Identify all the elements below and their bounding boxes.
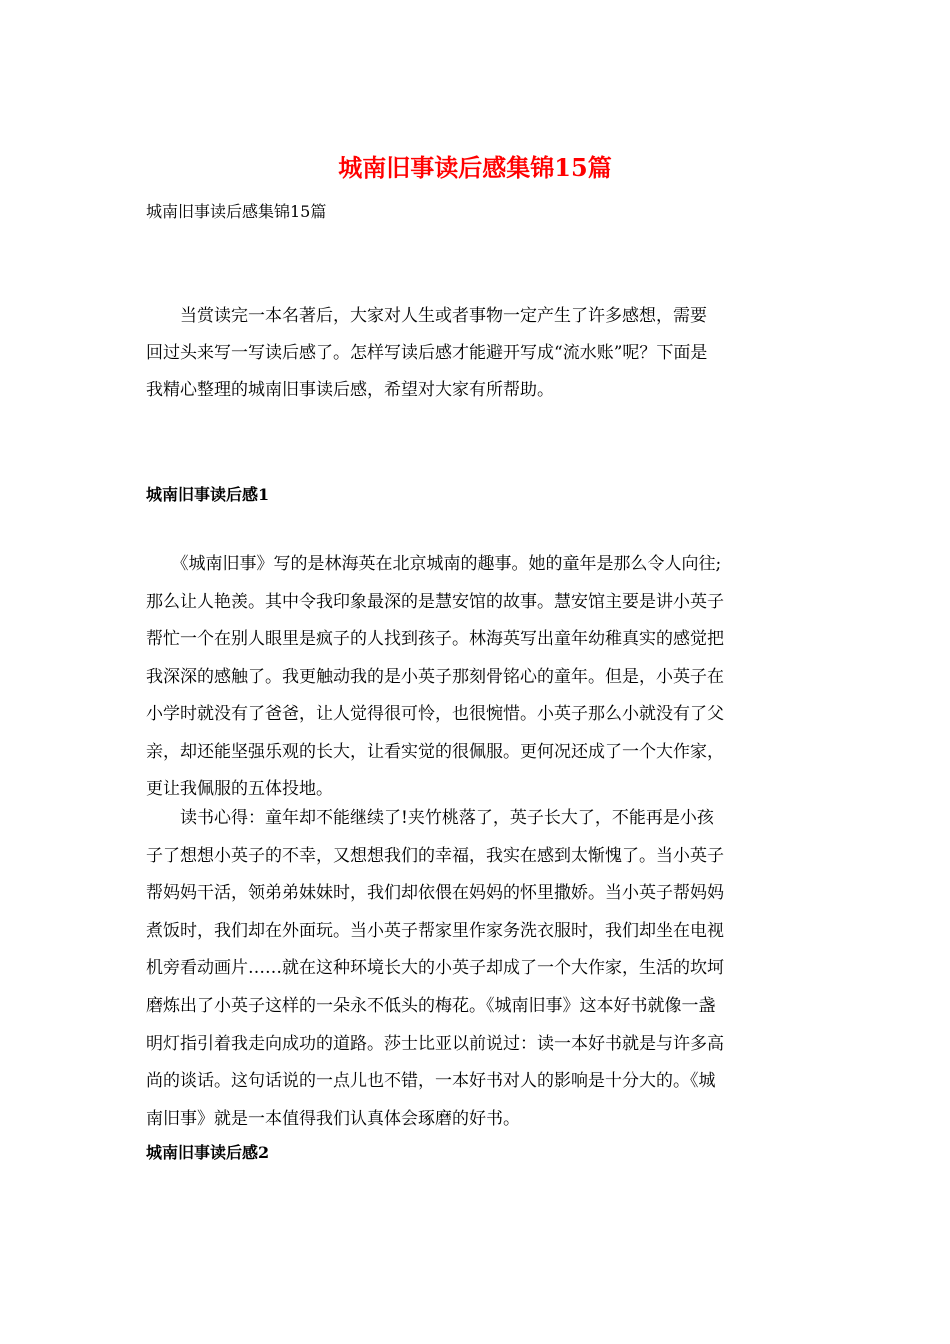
text-line: 机旁看动画片……就在这种环境长大的小英子却成了一个大作家，生活的坎坷	[146, 958, 724, 979]
text-line: 我精心整理的城南旧事读后感，希望对大家有所帮助。	[146, 380, 554, 400]
document-subtitle: 城南旧事读后感集锦15篇	[146, 202, 327, 221]
text-line: 帮忙一个在别人眼里是疯子的人找到孩子。林海英写出童年幼稚真实的感觉把	[146, 629, 724, 649]
text-line: 那么让人艳羡。其中令我印象最深的是慧安馆的故事。慧安馆主要是讲小英子	[146, 591, 724, 612]
section1-paragraph-2	[146, 800, 816, 1138]
text-line: 磨炼出了小英子这样的一朵永不低头的梅花。《城南旧事》这本好书就像一盏	[146, 995, 716, 1016]
text-line: 小学时就没有了爸爸，让人觉得很可怜，也很惋惜。小英子那么小就没有了父	[146, 704, 724, 724]
text-line: 帮妈妈干活，领弟弟妹妹时，我们却依偎在妈妈的怀里撒娇。当小英子帮妈妈	[146, 883, 724, 904]
text-line: 尚的谈话。这句话说的一点儿也不错，一本好书对人的影响是十分大的。《城	[146, 1071, 716, 1092]
text-line: 亲，却还能坚强乐观的长大，让看实觉的很佩服。更何况还成了一个大作家，	[146, 741, 724, 762]
text-line: 我深深的感触了。我更触动我的是小英子那刻骨铭心的童年。但是，小英子在	[146, 666, 724, 687]
section1-paragraph-1	[146, 546, 816, 809]
text-line: 明灯指引着我走向成功的道路。莎士比亚以前说过：读一本好书就是与许多高	[146, 1033, 724, 1054]
intro-paragraph	[146, 298, 816, 409]
section-heading-1: 城南旧事读后感1	[146, 485, 270, 504]
text-line: 子了想想小英子的不幸，又想想我们的幸福，我实在感到太惭愧了。当小英子	[146, 845, 724, 866]
text-line: 回过头来写一写读后感了。怎样写读后感才能避开写成“流水账”呢？下面是	[146, 343, 708, 363]
text-line: 南旧事》就是一本值得我们认真体会琢磨的好书。	[146, 1108, 520, 1129]
text-line: 读书心得：童年却不能继续了!夹竹桃落了，英子长大了，不能再是小孩	[146, 808, 714, 828]
document-title: 城南旧事读后感集锦15篇	[338, 153, 612, 182]
text-line: 煮饭时，我们却在外面玩。当小英子帮家里作家务洗衣服时，我们却坐在电视	[146, 920, 724, 941]
text-line: 当赏读完一本名著后，大家对人生或者事物一定产生了许多感想，需要	[146, 306, 707, 326]
text-line: 更让我佩服的五体投地。	[146, 779, 333, 799]
section-heading-2: 城南旧事读后感2	[146, 1143, 270, 1162]
text-line: 《城南旧事》写的是林海英在北京城南的趣事。她的童年是那么令人向往;	[146, 554, 722, 574]
